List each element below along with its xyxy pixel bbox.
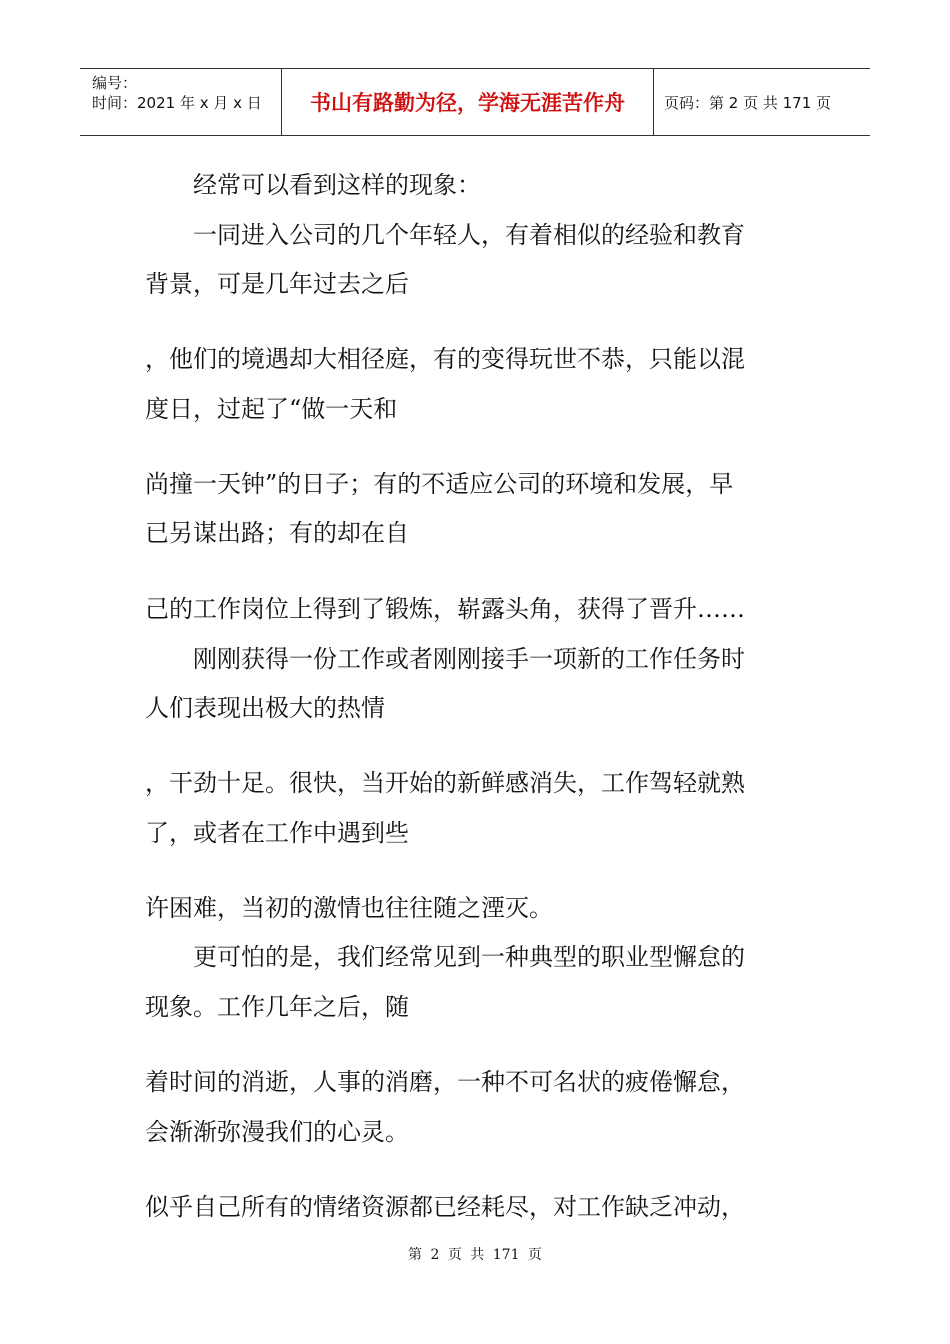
paragraph-line: 背景，可是几年过去之后 [145, 270, 409, 298]
paragraph-line: 现象。工作几年之后，随 [145, 993, 409, 1021]
paragraph-line: 似乎自己所有的情绪资源都已经耗尽，对工作缺乏冲动， [145, 1193, 745, 1221]
paragraph-line: 人们表现出极大的热情 [145, 694, 385, 722]
page-header [80, 68, 870, 136]
paragraph-line: 会渐渐弥漫我们的心灵。 [145, 1118, 409, 1146]
paragraph-line: 度日，过起了“做一天和 [145, 395, 398, 423]
header-page-code: 页码：第 2 页 共 171 页 [664, 93, 832, 112]
header-meta [80, 69, 282, 135]
paragraph-line: ，他们的境遇却大相径庭，有的变得玩世不恭，只能以混 [145, 345, 745, 373]
document-date: 时间：2021 年 x 月 x 日 [92, 94, 262, 112]
paragraph-line: 一同进入公司的几个年轻人，有着相似的经验和教育 [193, 221, 745, 249]
paragraph-line: 已另谋出路；有的却在自 [145, 519, 409, 547]
paragraph-line: 经常可以看到这样的现象： [193, 171, 481, 199]
paragraph-line: ，干劲十足。很快，当开始的新鲜感消失，工作驾轻就熟 [145, 769, 745, 797]
header-motto: 书山有路勤为径，学海无涯苦作舟 [282, 69, 654, 135]
paragraph-line: 刚刚获得一份工作或者刚刚接手一项新的工作任务时 [193, 645, 745, 673]
paragraph-line: 己的工作岗位上得到了锻炼，崭露头角，获得了晋升…… [145, 595, 745, 623]
paragraph-line: 了，或者在工作中遇到些 [145, 819, 409, 847]
document-number-label: 编号： [92, 74, 138, 92]
page-footer: 第 2 页 共 171 页 [408, 1247, 542, 1263]
paragraph-line: 着时间的消逝，人事的消磨，一种不可名状的疲倦懈怠， [145, 1068, 745, 1096]
paragraph-line: 更可怕的是，我们经常见到一种典型的职业型懈怠的 [193, 943, 745, 971]
paragraph-line: 许困难，当初的激情也往往随之湮灭。 [145, 894, 553, 922]
paragraph-line: 尚撞一天钟”的日子；有的不适应公司的环境和发展，早 [145, 470, 734, 498]
